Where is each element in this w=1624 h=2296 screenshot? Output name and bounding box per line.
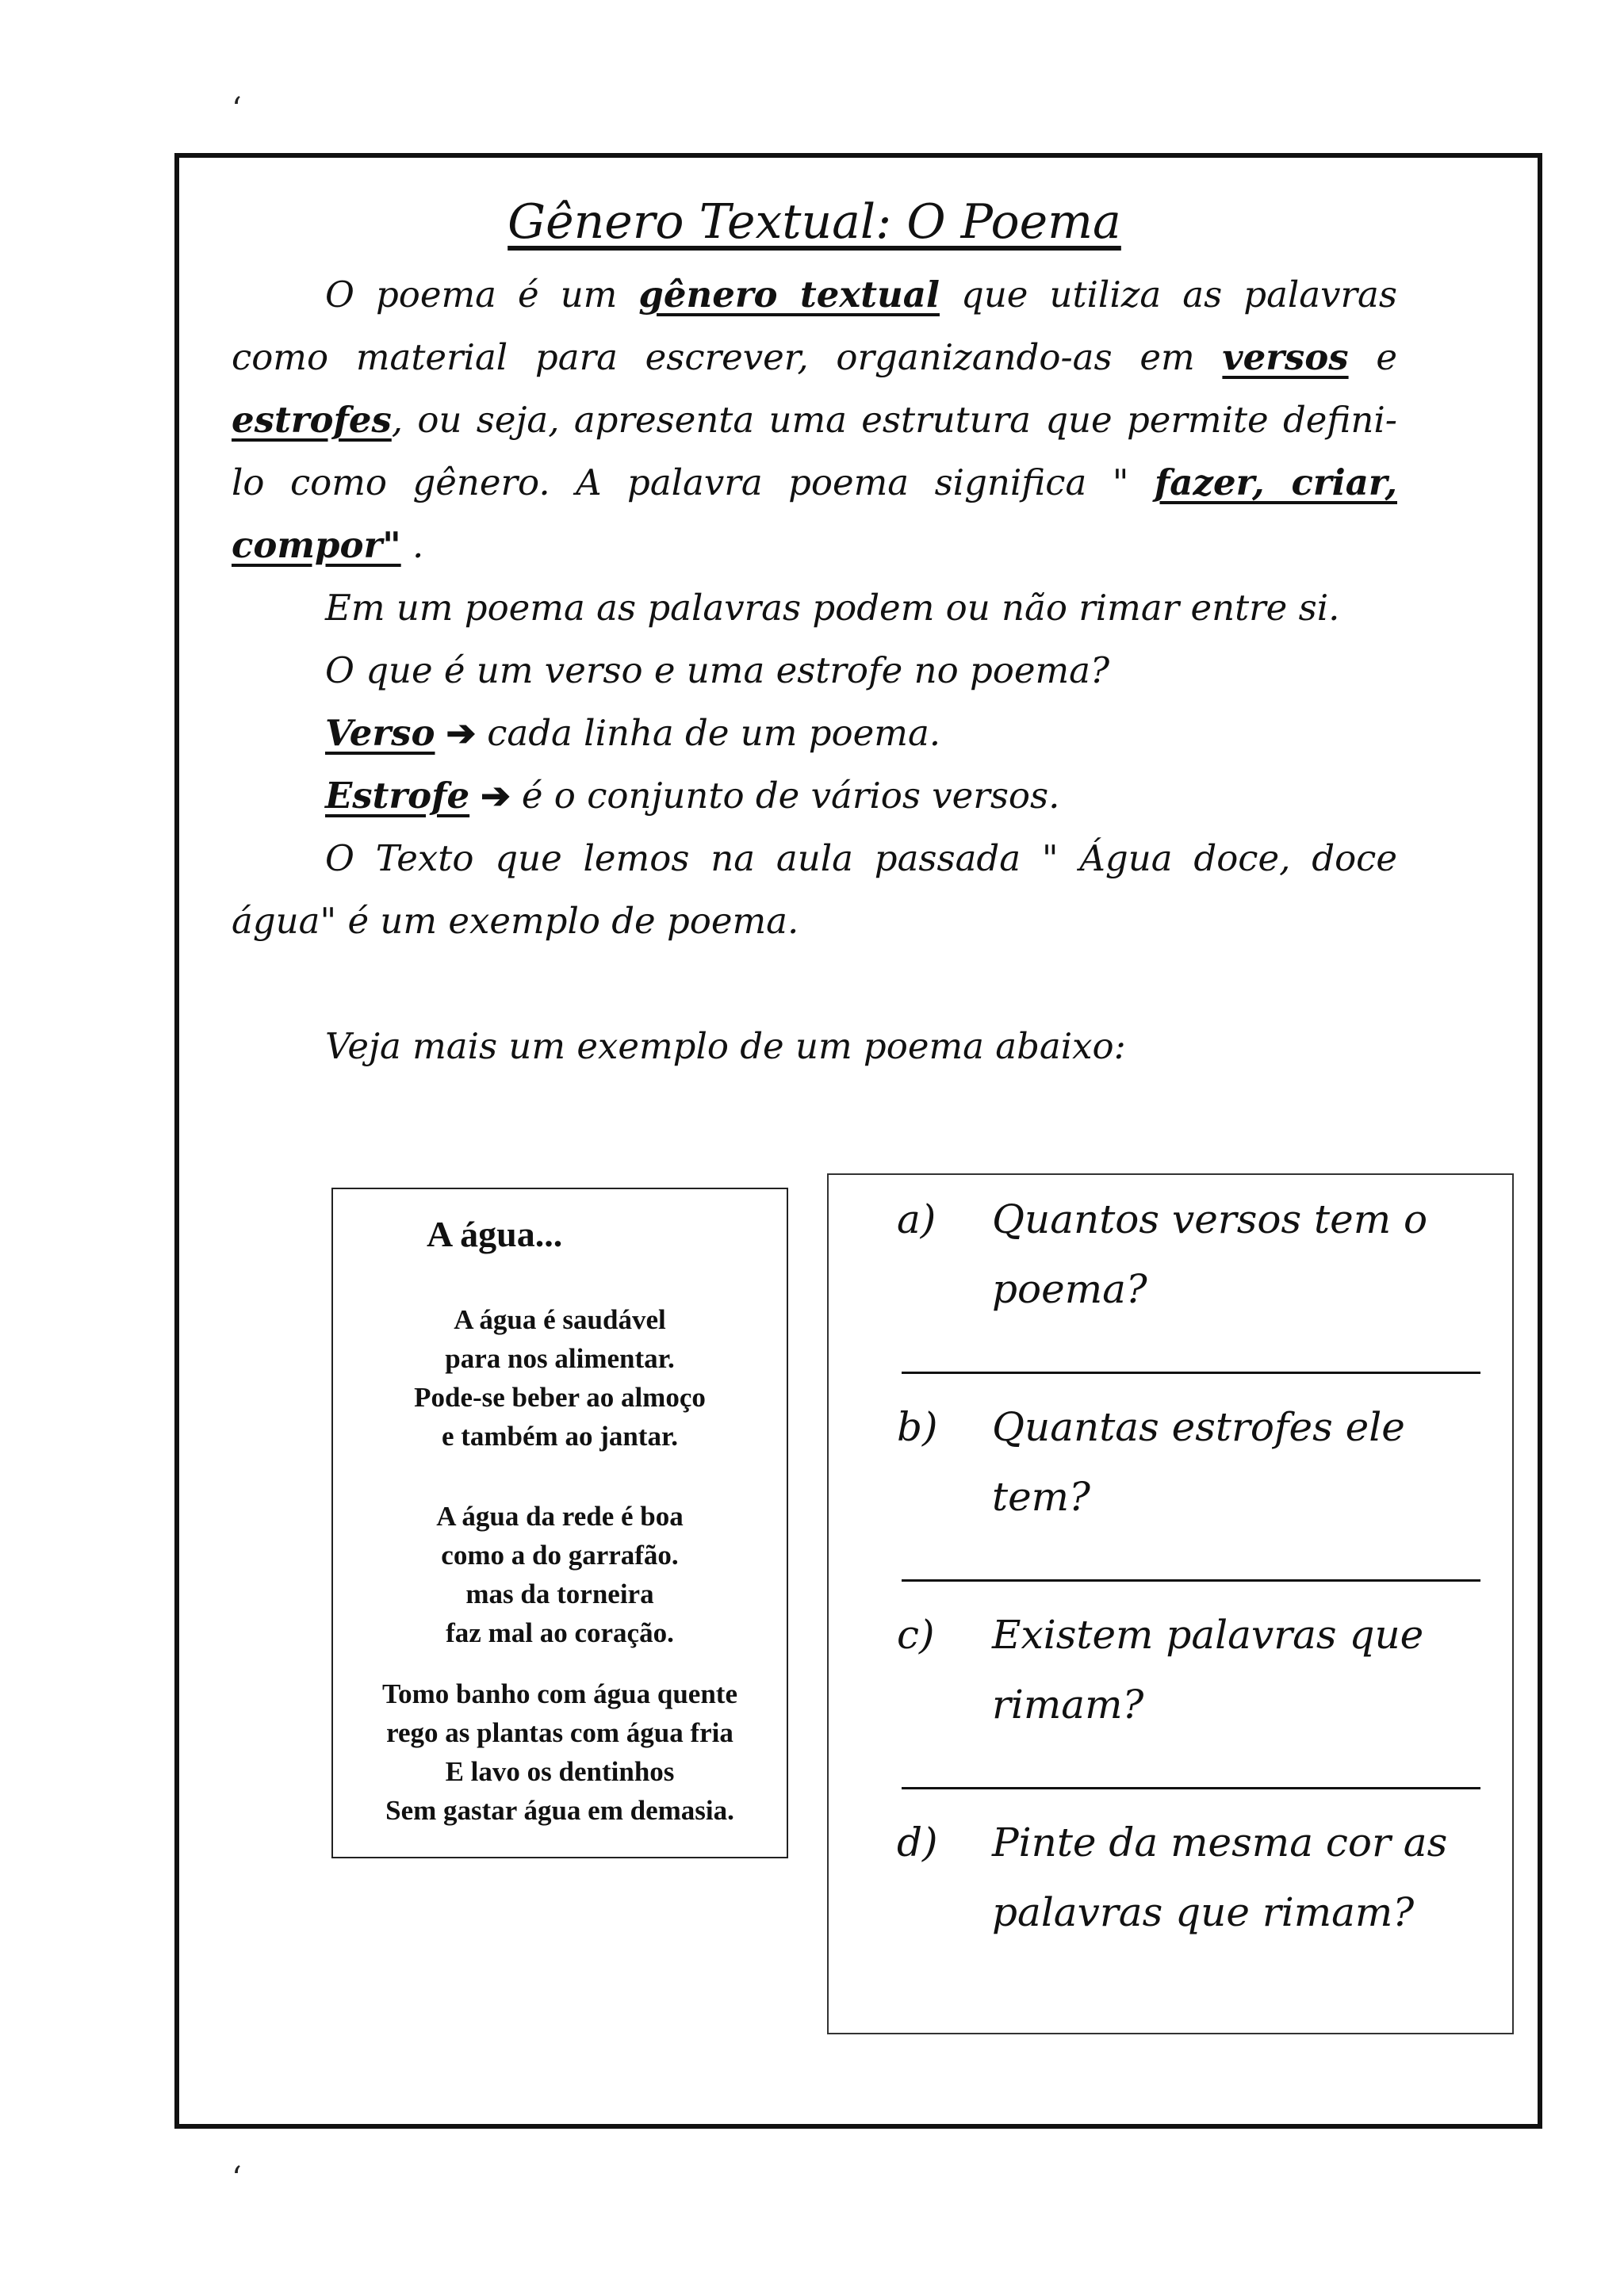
poem-line: A água da rede é boa [436, 1501, 684, 1532]
poem-line: faz mal ao coração. [446, 1617, 674, 1648]
question-text: Quantos versos tem o poema? [992, 1196, 1428, 1312]
poem-line: Sem gastar água em demasia. [385, 1795, 734, 1826]
intro-text-3: e [1348, 336, 1397, 378]
poem-line: para nos alimentar. [445, 1343, 675, 1374]
page-title: Gênero Textual: O Poema [508, 194, 1121, 250]
intro-text-1: O poema é um [325, 274, 639, 316]
question-letter: d) [897, 1820, 938, 1866]
question-letter: a) [897, 1196, 936, 1242]
verse-term: Verso [325, 712, 435, 754]
verse-definition-text: cada linha de um poema. [487, 712, 941, 754]
intro-paragraph [232, 263, 1397, 576]
intro-text-4: , ou seja, apresenta uma estrutura que permite defini-lo como gênero. A palavra poema significa " [232, 399, 1397, 503]
answer-line-a[interactable] [902, 1372, 1480, 1374]
poem-line: Tomo banho com água quente [382, 1678, 737, 1709]
page-mark-bottom: ‘ [232, 2160, 242, 2197]
poem-line: E lavo os dentinhos [445, 1756, 675, 1787]
question-letter: c) [897, 1612, 935, 1658]
term-fazer-criar-compor: fazer, criar, compor" [232, 461, 1397, 566]
arrow-right-icon: ➔ [481, 775, 511, 817]
poem-line: Pode-se beber ao almoço [414, 1382, 706, 1413]
question-text: Quantas estrofes ele tem? [992, 1404, 1405, 1520]
question-text: Pinte da mesma cor as palavras que rimam? [992, 1820, 1448, 1935]
question-a [897, 1184, 1500, 1324]
poem-line: rego as plantas com água fria [386, 1717, 733, 1748]
arrow-right-icon: ➔ [446, 712, 477, 754]
example-intro: Veja mais um exemplo de um poema abaixo: [325, 1025, 1126, 1067]
previous-text-paragraph: O Texto que lemos na aula passada " Água doce, doce água" é um exemplo de poema. [232, 837, 1397, 942]
stanza-definition-text: é o conjunto de vários versos. [521, 775, 1060, 817]
rhyme-paragraph: Em um poema as palavras podem ou não rimar entre si. [325, 587, 1340, 629]
term-genero-textual: gênero textual [638, 274, 940, 316]
verse-question: O que é um verso e uma estrofe no poema? [325, 649, 1110, 691]
question-b [897, 1392, 1500, 1532]
question-c [897, 1600, 1500, 1739]
poem-box [331, 1188, 788, 1858]
poem-line: como a do garrafão. [441, 1540, 679, 1571]
term-estrofes: estrofes [232, 399, 392, 441]
poem-line: mas da torneira [465, 1578, 654, 1609]
question-d [897, 1808, 1500, 1947]
answer-line-c[interactable] [902, 1787, 1480, 1789]
term-versos: versos [1222, 336, 1349, 378]
answer-line-b[interactable] [902, 1579, 1480, 1582]
intro-text-2: que utiliza as palavras como material para escrever, organizando-as em [232, 274, 1397, 378]
stanza-definition [232, 764, 1397, 827]
questions-box [827, 1173, 1514, 2034]
intro-text-5: . [400, 524, 424, 566]
poem-title: A água... [427, 1214, 563, 1254]
worksheet-text [232, 190, 1397, 1077]
poem-stanza-1 [333, 1300, 787, 1456]
question-letter: b) [897, 1404, 938, 1450]
page-mark-top: ‘ [232, 91, 242, 128]
verse-definition [232, 702, 1397, 764]
poem-line: A água é saudável [454, 1304, 666, 1335]
poem-stanza-3 [333, 1674, 787, 1830]
question-text: Existem palavras que rimam? [992, 1612, 1424, 1728]
stanza-term: Estrofe [325, 775, 470, 817]
poem-stanza-2 [333, 1497, 787, 1652]
poem-line: e também ao jantar. [441, 1421, 679, 1452]
